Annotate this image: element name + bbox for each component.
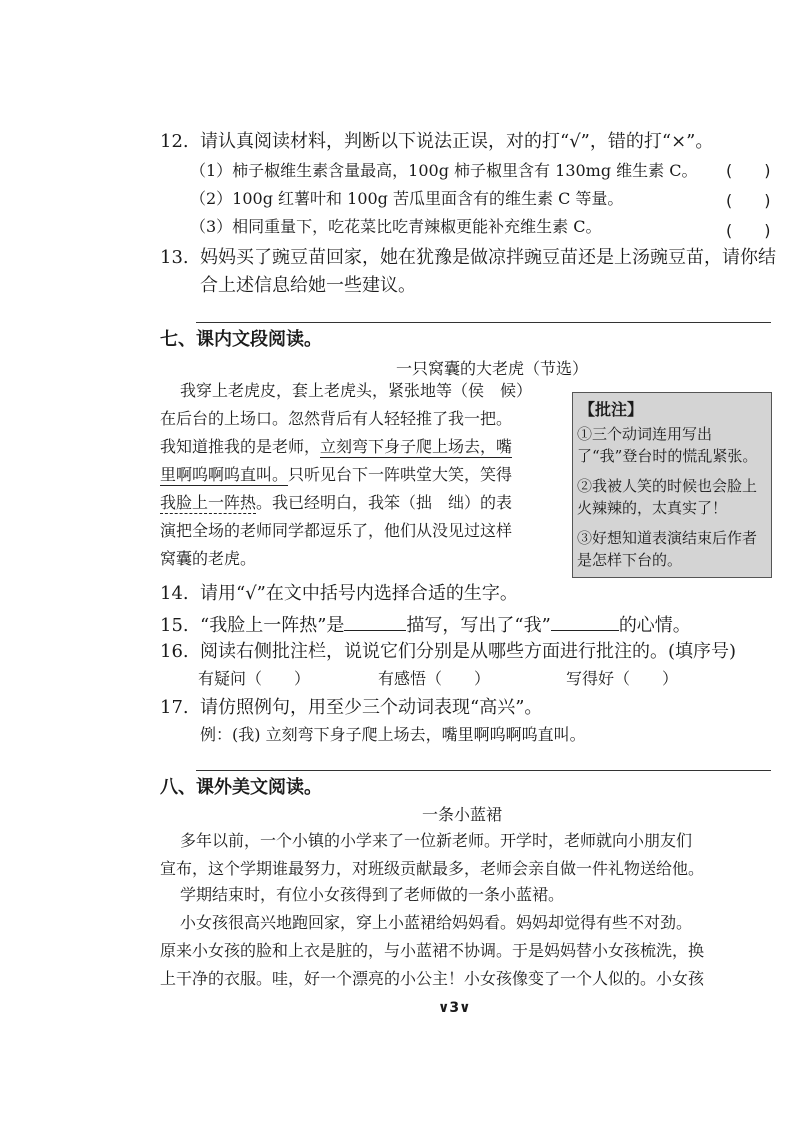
question-number: 17. [160, 697, 189, 718]
question-number: 14. [160, 583, 189, 604]
q12-item-2 [190, 188, 623, 210]
annotation-title: 【批注】 [579, 400, 644, 419]
fill-blank[interactable] [551, 612, 619, 631]
passage-line [160, 464, 512, 486]
passage-line: 上干净的衣服。哇，好一个漂亮的小公主！小女孩像变了一个人似的。小女孩 [160, 969, 705, 988]
question-13-line2: 合上述信息给她一些建议。 [200, 275, 416, 296]
passage-line [160, 492, 512, 514]
underlined-text: 立刻弯下身子爬上场去，嘴 [320, 437, 513, 456]
question-13 [160, 246, 776, 270]
q12-item-3 [190, 216, 602, 238]
question-text: 请用“√”在文中括号内选择合适的生字。 [200, 583, 518, 604]
annotation-item-1: ①三个动词连用写出了“我”登台时的慌乱紧张。 [577, 425, 758, 465]
question-number: 16. [160, 641, 189, 662]
answer-line[interactable] [196, 322, 771, 323]
item-text: （3）相同重量下，吃花菜比吃青辣椒更能补充维生素 C。 [190, 217, 602, 236]
passage-line [160, 436, 512, 458]
answer-line[interactable] [196, 770, 771, 771]
annotation-item-3: ③好想知道表演结束后作者是怎样下台的。 [577, 529, 758, 569]
section-heading: 七、课内文段阅读。 [160, 329, 322, 350]
answer-paren[interactable]: ( ) [726, 221, 771, 240]
underlined-text: 里啊呜啊呜直叫。 [160, 465, 289, 484]
passage-text: 。我已经明白，我笨（拙 绌）的表 [256, 493, 513, 512]
question-text: 妈妈买了豌豆苗回家，她在犹豫是做凉拌豌豆苗还是上汤豌豆苗，请你结 [200, 247, 776, 268]
passage-line: 演把全场的老师同学都逗乐了，他们从没见过这样 [160, 521, 513, 540]
question-number: 12. [160, 131, 189, 152]
item-text: （2）100g 红薯叶和 100g 苦瓜里面含有的维生素 C 等量。 [190, 189, 624, 208]
passage-line: 在后台的上场口。忽然背后有人轻轻推了我一把。 [160, 409, 513, 428]
fill-blank[interactable] [344, 612, 406, 631]
annotation-item-2: ②我被人笑的时候也会脸上火辣辣的，太真实了！ [577, 477, 758, 517]
passage-line: 窝囊的老虎。 [160, 549, 257, 568]
question-15 [160, 612, 691, 638]
page-number-text: 3 [449, 1000, 460, 1016]
passage-title: 一只窝囊的大老虎（节选） [396, 359, 589, 378]
question-text: 阅读右侧批注栏，说说它们分别是从哪些方面进行批注的。(填序号) [200, 641, 737, 662]
page-ornament-icon: ∨ [438, 1000, 450, 1016]
question-16 [160, 640, 736, 664]
page-number [438, 1000, 471, 1016]
passage-line: 原来小女孩的脸和上衣是脏的，与小蓝裙不协调。于是妈妈替小女孩梳洗，换 [160, 941, 705, 960]
page-ornament-icon: ∨ [459, 1000, 471, 1016]
question-12 [160, 130, 713, 154]
question-text: 的心情。 [618, 615, 691, 636]
question-text: 请仿照例句，用至少三个动词表现“高兴”。 [200, 697, 543, 718]
q16-option-3[interactable]: 写得好（ ） [566, 669, 679, 688]
passage-line: 多年以前，一个小镇的小学来了一位新老师。开学时，老师就向小朋友们 [180, 831, 693, 850]
passage-text: 只听见台下一阵哄堂大笑，笑得 [288, 465, 513, 484]
question-number: 15. [160, 615, 189, 636]
item-text: （1）柿子椒维生素含量最高，100g 柿子椒里含有 130mg 维生素 C。 [190, 161, 698, 180]
passage-line: 我穿上老虎皮，套上老虎头，紧张地等（侯 候） [180, 381, 533, 400]
passage-line: 学期结束时，有位小女孩得到了老师做的一条小蓝裙。 [180, 885, 565, 904]
answer-paren[interactable]: ( ) [726, 191, 771, 210]
q16-option-2[interactable]: 有感悟（ ） [378, 669, 491, 688]
q16-option-1[interactable]: 有疑问（ ） [198, 669, 311, 688]
passage-line: 宣布，这个学期谁最努力，对班级贡献最多，老师会亲自做一件礼物送给他。 [160, 859, 705, 878]
passage-title: 一条小蓝裙 [422, 805, 503, 824]
annotation-box [572, 392, 772, 578]
question-number: 13. [160, 247, 189, 268]
q12-item-1 [190, 160, 698, 182]
wavy-underlined-text: 我脸上一阵热 [160, 493, 257, 512]
passage-text: 我知道推我的是老师， [160, 437, 321, 456]
question-text: “我脸上一阵热”是 [200, 615, 345, 636]
q17-example: 例：(我) 立刻弯下身子爬上场去，嘴里啊呜啊呜直叫。 [200, 725, 586, 744]
answer-paren[interactable]: ( ) [726, 161, 771, 180]
passage-line: 小女孩很高兴地跑回家，穿上小蓝裙给妈妈看。妈妈却觉得有些不对劲。 [180, 913, 693, 932]
question-14 [160, 582, 518, 606]
question-text: 描写，写出了“我” [406, 615, 551, 636]
section-heading: 八、课外美文阅读。 [160, 777, 322, 798]
question-17 [160, 696, 542, 720]
question-text: 请认真阅读材料，判断以下说法正误，对的打“√”，错的打“×”。 [200, 131, 714, 152]
